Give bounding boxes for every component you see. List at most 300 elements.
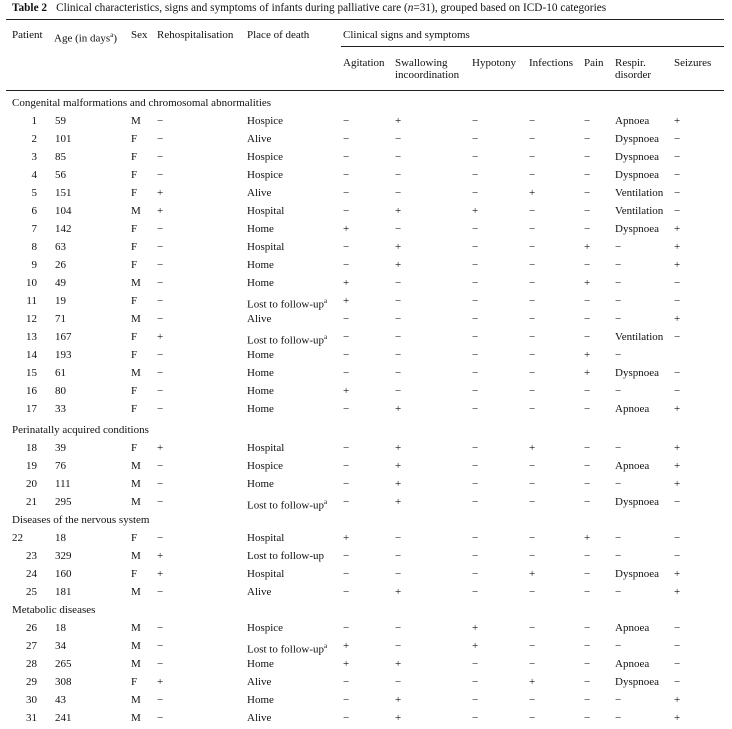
cell-respir: Dyspnoea [615,496,659,508]
cell-rehosp: + [157,676,164,688]
cell-respir: Dyspnoea [615,169,659,181]
cell-infections: − [529,694,536,706]
cell-rehosp: − [157,385,164,397]
cell-sex: F [131,241,138,253]
cell-place-footnote: a [324,297,328,305]
cell-swallowing: − [395,622,402,634]
col-header-respir-2: disorder [615,69,652,81]
cell-hypotony: − [472,658,479,670]
cell-place-text: Hospital [247,241,285,253]
cell-pain: + [584,349,591,361]
cell-swallowing: + [395,460,402,472]
cell-sex: M [131,115,141,127]
cell-respir: Ventilation [615,331,664,343]
cell-respir: − [615,313,622,325]
cell-swallowing: + [395,259,402,271]
cell-place-text: Hospice [247,115,284,127]
col-header-rehosp: Rehospitalisation [157,29,234,41]
cell-age: 111 [55,478,71,490]
cell-age: 18 [55,532,66,544]
cell-rehosp: − [157,115,164,127]
cell-place [247,223,274,236]
cell-hypotony: − [472,403,479,415]
cell-respir: − [615,277,622,289]
cell-seizures: + [674,694,681,706]
cell-place [247,586,271,599]
cell-place-text: Lost to follow-up [247,298,324,311]
cell-infections: − [529,640,536,652]
cell-rehosp: + [157,331,164,343]
cell-sex: F [131,532,138,544]
cell-patient: 22 [12,532,23,544]
cell-sex: M [131,460,141,472]
cell-agitation: − [343,622,350,634]
cell-place-text: Hospice [247,151,284,163]
cell-hypotony: + [472,640,479,652]
cell-respir: − [615,442,622,454]
cell-rehosp: − [157,622,164,634]
cell-hypotony: − [472,151,479,163]
cell-age: 308 [55,676,72,688]
cell-age: 329 [55,550,72,562]
cell-rehosp: − [157,277,164,289]
cell-patient: 23 [26,550,37,562]
cell-rehosp: − [157,241,164,253]
cell-swallowing: − [395,331,402,343]
cell-seizures: + [674,460,681,472]
cell-place-text: Lost to follow-up [247,643,324,656]
cell-respir: − [615,478,622,490]
cell-pain: − [584,640,591,652]
cell-place [247,694,274,707]
cell-seizures: − [674,151,681,163]
cell-infections: − [529,223,536,235]
cell-place [247,259,274,272]
cell-place-text: Home [247,694,274,706]
cell-pain: + [584,532,591,544]
cell-sex: F [131,331,138,343]
cell-place [247,658,274,671]
cell-patient: 7 [31,223,37,235]
cell-patient: 8 [31,241,37,253]
cell-pain: − [584,568,591,580]
cell-seizures: − [674,205,681,217]
cell-patient: 30 [26,694,37,706]
cell-age: 265 [55,658,72,670]
cell-infections: − [529,133,536,145]
section-title: Perinatally acquired conditions [12,424,149,436]
cell-age: 63 [55,241,66,253]
cell-hypotony: − [472,277,479,289]
cell-pain: − [584,115,591,127]
cell-respir: − [615,385,622,397]
cell-respir: − [615,295,622,307]
cell-patient: 4 [31,169,37,181]
cell-swallowing: − [395,532,402,544]
cell-hypotony: − [472,496,479,508]
cell-age: 34 [55,640,66,652]
cell-seizures: − [674,532,681,544]
cell-sex: M [131,640,141,652]
cell-place-text: Home [247,385,274,397]
cell-swallowing: − [395,133,402,145]
cell-place-text: Hospital [247,205,285,217]
cell-agitation: − [343,169,350,181]
cell-infections: − [529,241,536,253]
cell-sex: M [131,478,141,490]
cell-pain: + [584,241,591,253]
cell-infections: + [529,442,536,454]
cell-infections: − [529,205,536,217]
cell-seizures: − [674,367,681,379]
cell-sex: M [131,277,141,289]
cell-rehosp: + [157,205,164,217]
cell-age: 61 [55,367,66,379]
cell-agitation: − [343,205,350,217]
cell-seizures: + [674,442,681,454]
cell-place [247,550,324,563]
cell-swallowing: − [395,277,402,289]
cell-rehosp: − [157,367,164,379]
cell-seizures: − [674,331,681,343]
cell-age: 71 [55,313,66,325]
cell-infections: − [529,586,536,598]
cell-patient: 21 [26,496,37,508]
cell-place [247,442,284,455]
cell-respir: Apnoea [615,622,650,634]
cell-place-text: Lost to follow-up [247,334,324,347]
cell-place [247,169,283,182]
col-header-age-text: Age (in days [54,32,111,45]
cell-infections: − [529,295,536,307]
cell-infections: − [529,403,536,415]
cell-agitation: − [343,586,350,598]
col-header-place: Place of death [247,29,310,41]
col-header-patient: Patient [12,29,43,41]
cell-patient: 14 [26,349,37,361]
cell-hypotony: − [472,313,479,325]
cell-hypotony: − [472,694,479,706]
cell-rehosp: − [157,295,164,307]
cell-age: 56 [55,169,66,181]
cell-patient: 26 [26,622,37,634]
cell-place [247,532,284,545]
cell-rehosp: − [157,259,164,271]
cell-swallowing: + [395,586,402,598]
cell-agitation: − [343,187,350,199]
cell-hypotony: − [472,259,479,271]
cell-sex: M [131,694,141,706]
cell-sex: F [131,385,138,397]
cell-rehosp: − [157,169,164,181]
cell-seizures: − [674,550,681,562]
cell-agitation: − [343,313,350,325]
cell-patient: 9 [31,259,37,271]
cell-patient: 3 [31,151,37,163]
cell-swallowing: + [395,442,402,454]
col-header-age-close: ) [113,32,117,45]
cell-sex: M [131,712,141,724]
cell-patient: 12 [26,313,37,325]
cell-place-text: Hospice [247,460,284,472]
cell-place [247,187,271,200]
cell-infections: − [529,460,536,472]
col-header-swallowing [395,57,459,81]
cell-respir: Dyspnoea [615,676,659,688]
cell-hypotony: − [472,385,479,397]
caption-text-pre: Clinical characteristics, signs and symptoms of infants during palliative care ( [56,2,408,14]
cell-seizures: + [674,223,681,235]
cell-hypotony: − [472,478,479,490]
cell-swallowing: − [395,151,402,163]
cell-swallowing: − [395,223,402,235]
cell-hypotony: − [472,241,479,253]
col-header-swallowing-1: Swallowing [395,57,448,69]
cell-hypotony: + [472,205,479,217]
cell-seizures: + [674,115,681,127]
cell-place [247,496,327,513]
cell-sex: M [131,622,141,634]
cell-pain: − [584,712,591,724]
cell-pain: − [584,385,591,397]
cell-sex: M [131,550,141,562]
cell-rehosp: − [157,478,164,490]
cell-age: 33 [55,403,66,415]
cell-place-text: Home [247,349,274,361]
cell-rehosp: + [157,550,164,562]
cell-pain: − [584,496,591,508]
cell-swallowing: − [395,568,402,580]
cell-seizures: + [674,478,681,490]
cell-agitation: − [343,151,350,163]
cell-infections: − [529,331,536,343]
cell-swallowing: − [395,550,402,562]
cell-agitation: − [343,496,350,508]
cell-place [247,640,327,657]
cell-age: 85 [55,151,66,163]
cell-agitation: − [343,331,350,343]
cell-place [247,313,271,326]
cell-infections: − [529,385,536,397]
cell-place-text: Home [247,658,274,670]
cell-swallowing: − [395,187,402,199]
cell-pain: − [584,187,591,199]
cell-respir: Apnoea [615,658,650,670]
cell-swallowing: + [395,496,402,508]
cell-age: 295 [55,496,72,508]
cell-rehosp: − [157,694,164,706]
cell-sex: F [131,133,138,145]
cell-place-text: Home [247,478,274,490]
cell-agitation: − [343,694,350,706]
cell-agitation: + [343,295,350,307]
cell-hypotony: − [472,295,479,307]
cell-rehosp: − [157,586,164,598]
cell-sex: F [131,403,138,415]
cell-agitation: − [343,115,350,127]
cell-age: 151 [55,187,72,199]
cell-seizures: + [674,568,681,580]
cell-age: 18 [55,622,66,634]
cell-place-text: Home [247,367,274,379]
cell-patient: 24 [26,568,37,580]
cell-agitation: − [343,367,350,379]
cell-patient: 17 [26,403,37,415]
col-header-hypotony: Hypotony [472,57,516,69]
cell-place-text: Lost to follow-up [247,499,324,512]
cell-patient: 28 [26,658,37,670]
cell-age: 19 [55,295,66,307]
col-header-pain: Pain [584,57,604,69]
cell-patient: 2 [31,133,37,145]
cell-seizures: − [674,676,681,688]
cell-swallowing: − [395,169,402,181]
cell-place-text: Hospital [247,568,285,580]
cell-hypotony: − [472,676,479,688]
cell-place [247,295,327,312]
section-title: Congenital malformations and chromosomal abnormalities [12,97,272,109]
cell-infections: + [529,676,536,688]
cell-agitation: − [343,676,350,688]
col-header-agitation: Agitation [343,57,385,69]
cell-age: 101 [55,133,72,145]
cell-pain: − [584,295,591,307]
cell-respir: − [615,694,622,706]
cell-agitation: + [343,658,350,670]
section-title: Diseases of the nervous system [12,514,150,526]
cell-place-footnote: a [324,642,328,650]
cell-rehosp: + [157,568,164,580]
cell-place [247,385,274,398]
cell-infections: − [529,478,536,490]
cell-age: 43 [55,694,66,706]
cell-rehosp: − [157,658,164,670]
cell-respir: − [615,712,622,724]
cell-seizures: − [674,658,681,670]
cell-swallowing: − [395,640,402,652]
cell-pain: − [584,586,591,598]
cell-respir: Ventilation [615,187,664,199]
cell-place-text: Alive [247,676,272,688]
cell-seizures: + [674,403,681,415]
cell-patient: 15 [26,367,37,379]
cell-hypotony: − [472,223,479,235]
cell-sex: F [131,349,138,361]
cell-seizures: + [674,313,681,325]
cell-agitation: − [343,478,350,490]
cell-swallowing: − [395,295,402,307]
cell-seizures: − [674,169,681,181]
top-rule [6,19,724,20]
cell-swallowing: + [395,478,402,490]
cell-rehosp: − [157,151,164,163]
cell-place [247,133,271,146]
cell-infections: − [529,622,536,634]
cell-respir: Apnoea [615,403,650,415]
cell-infections: + [529,187,536,199]
cell-place-footnote: a [324,498,328,506]
cell-respir: Dyspnoea [615,151,659,163]
cell-hypotony: − [472,133,479,145]
cell-pain: − [584,442,591,454]
cell-infections: − [529,349,536,361]
cell-patient: 31 [26,712,37,724]
cell-hypotony: − [472,586,479,598]
cell-hypotony: − [472,568,479,580]
cell-sex: F [131,187,138,199]
cell-place [247,331,327,348]
cell-agitation: − [343,133,350,145]
cell-swallowing: + [395,241,402,253]
cell-infections: − [529,151,536,163]
cell-patient: 10 [26,277,37,289]
cell-hypotony: − [472,367,479,379]
cell-sex: M [131,496,141,508]
cell-age: 167 [55,331,72,343]
cell-swallowing: + [395,115,402,127]
cell-rehosp: − [157,712,164,724]
cell-agitation: + [343,223,350,235]
cell-patient: 5 [31,187,37,199]
cell-seizures: − [674,295,681,307]
cell-place [247,205,284,218]
cell-agitation: − [343,460,350,472]
cell-hypotony: − [472,187,479,199]
cell-respir: − [615,349,622,361]
cell-rehosp: − [157,460,164,472]
cell-rehosp: − [157,496,164,508]
cell-place-text: Hospital [247,532,285,544]
cell-respir: − [615,241,622,253]
cell-rehosp: − [157,349,164,361]
cell-place [247,277,274,290]
cell-patient: 11 [26,295,37,307]
cell-age: 241 [55,712,72,724]
cell-pain: + [584,367,591,379]
col-header-age-sup: a [110,31,114,39]
cell-swallowing: − [395,313,402,325]
cell-place [247,478,274,491]
cell-seizures: + [674,259,681,271]
cell-rehosp: − [157,133,164,145]
cell-rehosp: + [157,187,164,199]
cell-agitation: + [343,640,350,652]
cell-agitation: − [343,442,350,454]
cell-place-text: Alive [247,313,272,325]
cell-age: 193 [55,349,72,361]
cell-sex: F [131,169,138,181]
cell-swallowing: − [395,367,402,379]
cell-respir: Apnoea [615,460,650,472]
cell-age: 49 [55,277,66,289]
cell-sex: M [131,367,141,379]
cell-sex: M [131,586,141,598]
cell-agitation: − [343,403,350,415]
cell-swallowing: + [395,712,402,724]
cell-rehosp: + [157,442,164,454]
cell-seizures: − [674,622,681,634]
cell-place [247,403,274,416]
cell-pain: − [584,133,591,145]
cell-hypotony: − [472,442,479,454]
cell-place [247,151,283,164]
cell-place-text: Hospice [247,622,284,634]
cell-agitation: − [343,568,350,580]
cell-swallowing: − [395,676,402,688]
cell-swallowing: + [395,205,402,217]
cell-place-text: Hospice [247,169,284,181]
cell-seizures: − [674,187,681,199]
